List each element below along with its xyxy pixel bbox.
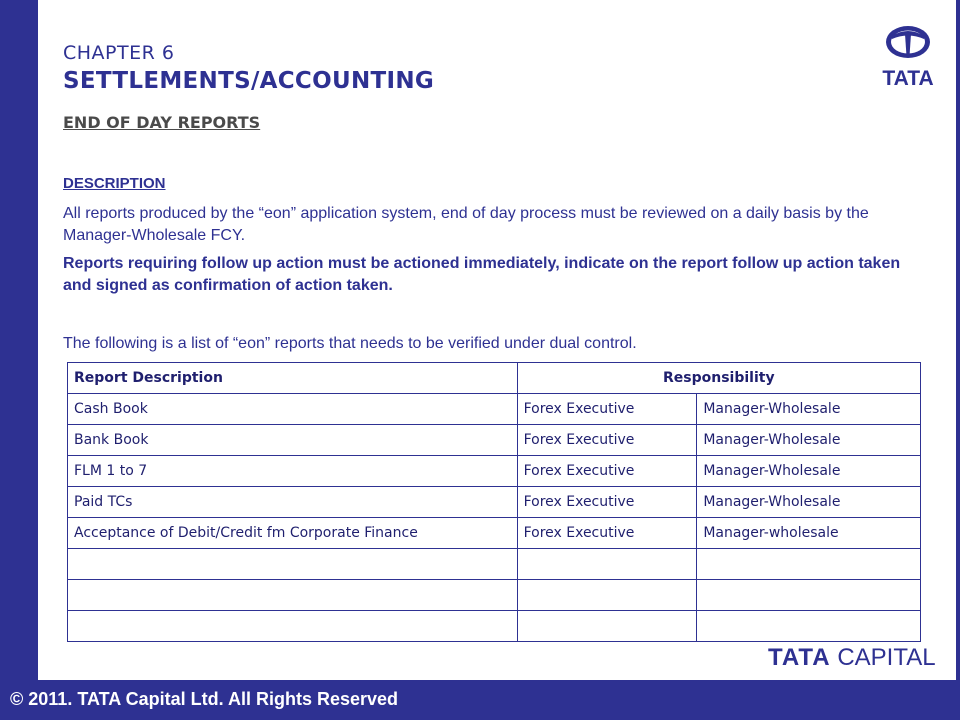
table-row <box>68 456 921 487</box>
table-cell: Forex Executive <box>517 425 697 456</box>
table-cell: Manager-Wholesale <box>697 425 921 456</box>
header-responsibility: Responsibility <box>517 363 920 394</box>
table-cell: Manager-wholesale <box>697 518 921 549</box>
table-cell <box>68 611 518 642</box>
tata-logo-icon <box>872 22 944 92</box>
copyright-text: © 2011. TATA Capital Ltd. All Rights Reserved <box>10 689 399 709</box>
table-row-empty <box>68 580 921 611</box>
table-header-row <box>68 363 921 394</box>
table-cell: Manager-Wholesale <box>697 394 921 425</box>
description-paragraph-3: The following is a list of “eon” reports that needs to be verified under dual control. <box>63 335 637 352</box>
table-cell: Forex Executive <box>517 518 697 549</box>
table-row <box>68 425 921 456</box>
table-cell: FLM 1 to 7 <box>68 456 518 487</box>
table-cell <box>68 549 518 580</box>
right-accent-edge <box>956 0 960 720</box>
brand-word-tata: TATA <box>768 644 831 671</box>
table-cell: Forex Executive <box>517 394 697 425</box>
description-paragraph-2: Reports requiring follow up action must be actioned immediately, indicate on the report follow up action taken and signed as confirmation of action taken. <box>63 255 901 294</box>
description-heading: DESCRIPTION <box>63 175 166 192</box>
table-cell <box>517 580 697 611</box>
table-cell: Acceptance of Debit/Credit fm Corporate Finance <box>68 518 518 549</box>
section-subtitle: END OF DAY REPORTS <box>63 113 261 132</box>
page-title: SETTLEMENTS/ACCOUNTING <box>63 68 435 94</box>
table-cell <box>517 611 697 642</box>
table-cell: Forex Executive <box>517 487 697 518</box>
table-cell: Paid TCs <box>68 487 518 518</box>
table-row-empty <box>68 549 921 580</box>
tata-capital-brand <box>768 644 936 672</box>
header-report-description: Report Description <box>68 363 518 394</box>
left-accent-bar <box>0 0 38 720</box>
table-cell: Manager-Wholesale <box>697 487 921 518</box>
brand-word-capital: CAPITAL <box>837 644 936 671</box>
table-cell <box>697 611 921 642</box>
table-cell <box>517 549 697 580</box>
table-cell: Bank Book <box>68 425 518 456</box>
table-cell <box>697 580 921 611</box>
table-cell <box>68 580 518 611</box>
description-paragraph-1: All reports produced by the “eon” application system, end of day process must be reviewed on a daily basis by the Manager-Wholesale FCY. <box>63 205 869 244</box>
reports-table <box>67 362 921 642</box>
table-row-empty <box>68 611 921 642</box>
tata-logo-text: TATA <box>882 67 934 90</box>
table-row <box>68 487 921 518</box>
table-cell: Forex Executive <box>517 456 697 487</box>
table-row <box>68 518 921 549</box>
chapter-label: CHAPTER 6 <box>63 42 175 64</box>
table-cell: Cash Book <box>68 394 518 425</box>
table-cell <box>697 549 921 580</box>
table-cell: Manager-Wholesale <box>697 456 921 487</box>
table-row <box>68 394 921 425</box>
